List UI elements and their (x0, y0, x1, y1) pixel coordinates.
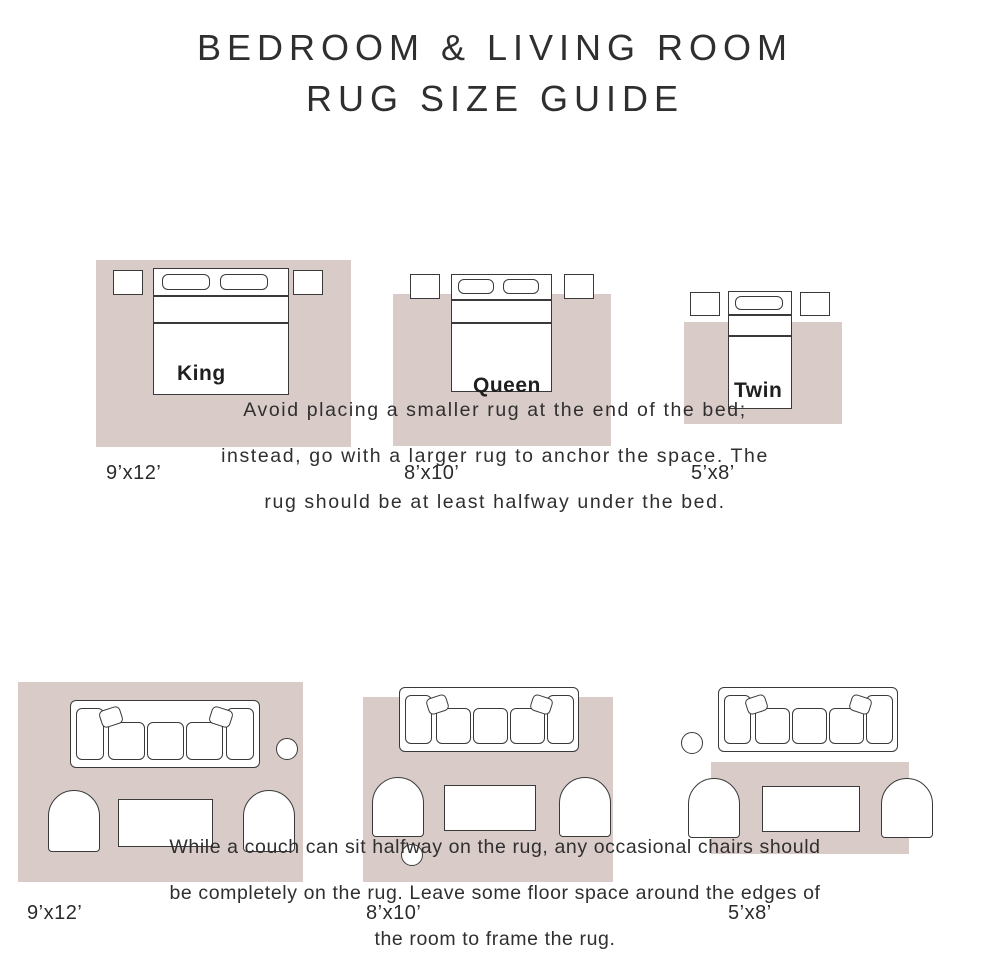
page-title (0, 0, 990, 124)
sofa-cushion-1-8x10 (436, 708, 471, 744)
size-label-living-5x8: 5’x8’ (728, 902, 772, 925)
pillow-left-king (162, 274, 210, 290)
sofa-cushion-1-5x8 (755, 708, 790, 744)
nightstand-left-king (113, 270, 143, 295)
pillow-right-queen (503, 279, 539, 294)
bedroom-note-line-1: Avoid placing a smaller rug at the end of the bed; (243, 399, 747, 421)
bed-label-twin: Twin (734, 379, 783, 403)
page-title-line-1: BEDROOM & LIVING ROOM (196, 27, 794, 68)
bedroom-note-line-2: instead, go with a larger rug to anchor the space. The (221, 444, 769, 467)
sofa-cushion-2-8x10 (473, 708, 508, 744)
nightstand-right-king (293, 270, 323, 295)
sofa-cushion-2-5x8 (792, 708, 827, 744)
sofa-cushion-3-8x10 (510, 708, 545, 744)
size-label-living-8x10: 8’x10’ (366, 902, 422, 925)
sofa-cushion-1-9x12 (108, 722, 145, 760)
size-label-living-9x12: 9’x12’ (27, 902, 83, 925)
bed-label-king: King (177, 362, 226, 386)
living-note (0, 825, 990, 962)
nightstand-left-queen (410, 274, 440, 299)
side-table-5x8 (681, 732, 703, 754)
nightstand-left-twin (690, 292, 720, 316)
bedroom-note-line-3: rug should be at least halfway under the bed. (264, 490, 726, 513)
nightstand-right-twin (800, 292, 830, 316)
sofa-cushion-3-9x12 (186, 722, 223, 760)
sofa-cushion-2-9x12 (147, 722, 184, 760)
pillow-right-king (220, 274, 268, 290)
size-label-twin: 5’x8’ (691, 462, 735, 485)
living-note-line-3: the room to frame the rug. (374, 927, 616, 950)
nightstand-right-queen (564, 274, 594, 299)
bedroom-note (0, 388, 990, 525)
blanket-fold-line-twin (729, 335, 791, 337)
pillow-left-queen (458, 279, 494, 294)
size-label-queen: 8’x10’ (404, 462, 460, 485)
living-note-line-2: be completely on the rug. Leave some floor space around the edges of (169, 881, 821, 904)
page-title-line-2: RUG SIZE GUIDE (305, 78, 685, 120)
blanket-fold-line-queen (452, 322, 551, 324)
sofa-cushion-3-5x8 (829, 708, 864, 744)
pillow-twin (735, 296, 783, 310)
blanket-fold-line-king (154, 322, 288, 324)
living-note-line-1: While a couch can sit halfway on the rug, any occasional chairs should (169, 836, 821, 858)
size-label-king: 9’x12’ (106, 462, 162, 485)
bed-label-queen: Queen (473, 374, 541, 398)
